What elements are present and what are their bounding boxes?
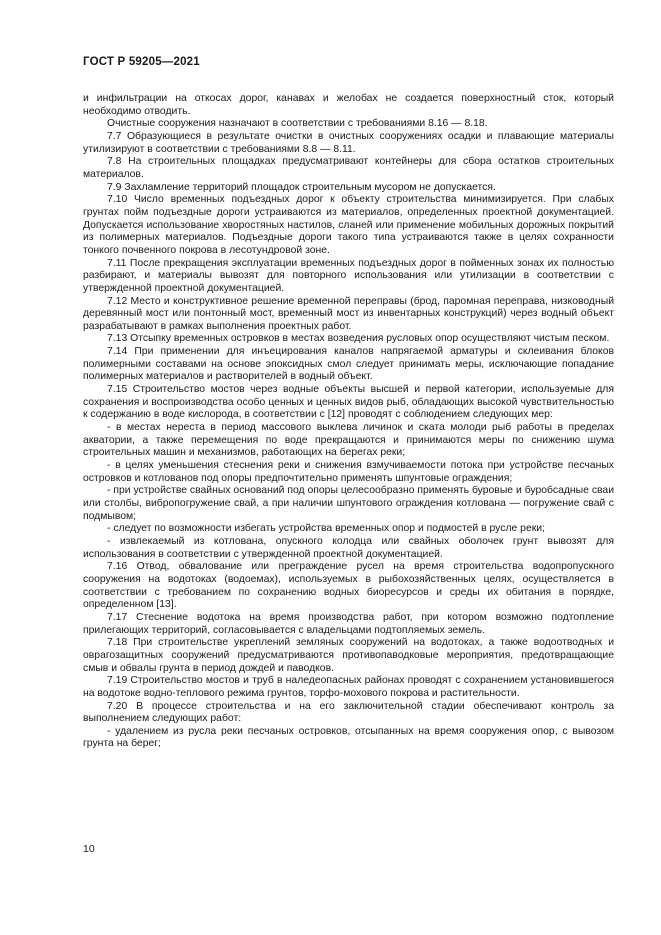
list-item: - при устройстве свайных оснований под опоры целесообразно применять буровые и буробсадные сваи или столбы, вибропогружение свай, а при наличии шпунтового ограждения котлована — погружение свай с подмывом; <box>83 485 614 522</box>
paragraph: 7.19 Строительство мостов и труб в наледеопасных районах проводят с сохранением установившегося на водотоке водно-теплового режима грунтов, торфо-мохового покрова и растительности. <box>83 675 614 699</box>
paragraph: Очистные сооружения назначают в соответствии с требованиями 8.16 — 8.18. <box>107 118 488 130</box>
document-header: ГОСТ Р 59205—2021 <box>83 56 200 68</box>
list-item: - в местах нереста в период массового выклева личинок и ската молоди рыб работы в пределах акватории, а также перемещения по воде прекращаются и принимаются меры по снижению шума строительных машин и механизмов, работающих на берегах реки; <box>83 422 614 459</box>
paragraph: 7.18 При строительстве укреплений земляных сооружений на водотоках, а также водоотводных и оврагозащитных сооружений предусматриваются противопаводковые мероприятия, предотвращающие смыв и обвалы грунта в период дождей и паводков. <box>83 637 614 674</box>
paragraph: 7.20 В процессе строительства и на его заключительной стадии обеспечивают контроль за выполнением следующих работ: <box>83 700 614 725</box>
paragraph: 7.12 Место и конструктивное решение временной переправы (брод, паромная переправа, низководный деревянный мост или понтонный мост, временный мост из инвентарных конструкций) через водный объект разрабатывают в рамках выполнения проектных работ. <box>83 295 614 332</box>
paragraph: 7.7 Образующиеся в результате очистки в очистных сооружениях осадки и плавающие материалы утилизируют в соответствии с требованиями 8.8 — 8.11. <box>83 130 614 155</box>
list-item: - извлекаемый из котлована, опускного колодца или свайных оболочек грунт вывозят для использования в соответствии с утвержденной проектной документацией. <box>83 535 614 560</box>
list-item: - удалением из русла реки песчаных островков, отсыпанных на время сооружения опор, с вывозом грунта на берег; <box>83 725 614 750</box>
paragraph: и инфильтрации на откосах дорог, канавах и желобах не создается поверхностный сток, который необходимо отводить. <box>83 93 614 117</box>
paragraph: 7.15 Строительство мостов через водные объекты высшей и первой категории, используемые для сохранения и воспроизводства особо ценных и ценных видов рыб, обладающих высокой чувствительностью к содержанию в воде кислорода, в соответствии с [12] проводят с соблюдением следующих мер: <box>83 384 614 421</box>
paragraph: 7.10 Число временных подъездных дорог к объекту строительства минимизируется. При слабых грунтах пойм подъездные дороги устраиваются из материалов, определенных проектной документацией. Допускается использование хворостяных настилов, сланей или применение мобильных дорожных покрытий из полимерных материалов. Подъездные дороги такого типа устраиваются также в целях сохранности тонкого почвенного покрова в лесотундровой зоне. <box>83 194 614 256</box>
page-number: 10 <box>83 843 95 855</box>
paragraph: 7.14 При применении для инъецирования каналов напрягаемой арматуры и склеивания блоков полимерными составами на основе эпоксидных смол следует принимать меры, исключающие попадание полимерных материалов и растворителей в водный объект. <box>83 346 614 383</box>
body-text <box>83 93 614 751</box>
paragraph: 7.17 Стеснение водотока на время производства работ, при котором возможно подтопление прилегающих территорий, согласовывается с владельцами подтопляемых земель. <box>83 611 614 636</box>
paragraph: 7.8 На строительных площадках предусматривают контейнеры для сбора остатков строительных материалов. <box>83 156 614 180</box>
paragraph: 7.9 Захламление территорий площадок строительным мусором не допускается. <box>107 181 496 193</box>
paragraph: 7.11 После прекращения эксплуатации временных подъездных дорог в пойменных зонах их полностью разбирают, и материалы вывозят для повторного использования или утилизации в соответствии с утвержденной проектной документацией. <box>83 257 614 294</box>
list-item: - в целях уменьшения стеснения реки и снижения взмучиваемости потока при устройстве песчаных островков и котлованов под опоры предпочтительно применять шпунтовые ограждения; <box>83 460 614 484</box>
paragraph: 7.13 Отсыпку временных островков в местах возведения русловых опор осуществляют чистым песком. <box>107 333 610 345</box>
list-item: - следует по возможности избегать устройства временных опор и подмостей в русле реки; <box>107 523 545 535</box>
paragraph: 7.16 Отвод, обвалование или преграждение русел на время строительства водопропускного сооружения на водотоках (водоемах), используемых в рыбохозяйственных целях, осуществляется в соответствии с требованием по сохранению водных биоресурсов и среды их обитания в порядке, определенном [13]. <box>83 561 614 611</box>
